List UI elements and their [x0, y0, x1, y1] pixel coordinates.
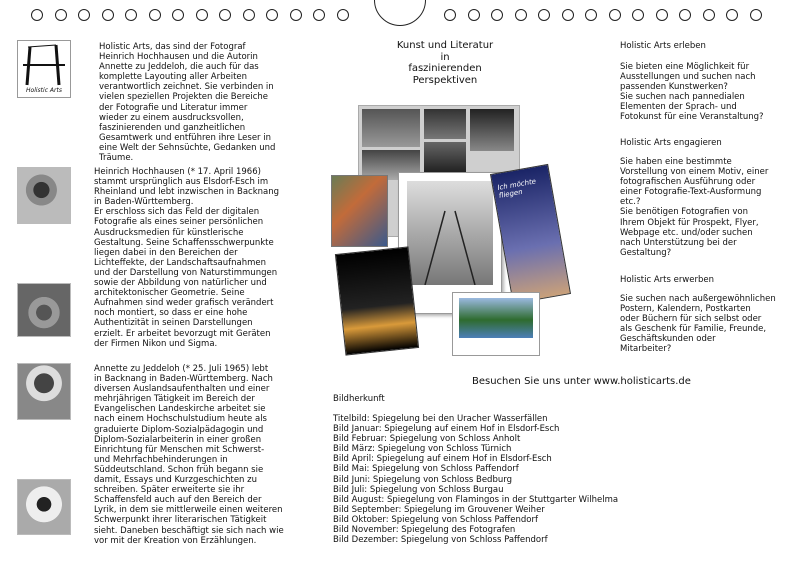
right-heading-engagieren: Holistic Arts engagieren: [620, 138, 722, 148]
binder-hole: [149, 9, 161, 21]
binder-hole: [656, 9, 668, 21]
binder-hole: [78, 9, 90, 21]
collage-photo-2: [424, 109, 466, 139]
intro-text: Holistic Arts, das sind der Fotograf Heinrich Hochhausen und die Autorin Annette zu Jeddeloh, die auch für das komplette Layouting aller Arbeiten verantwortlich zeichnet. Sie verbinden in vielen speziellen Projekten die Bereiche der Fotografie und Literatur immer wieder zu einem ausdrucksvollen, faszinierenden und ganzheitlichen Gesamtwerk und entführen ihre Leser in eine Welt der Sehnsüchte, Gedanken und Träume.: [99, 42, 276, 164]
photo-reflection-2: [17, 479, 71, 535]
book-sunset: [335, 246, 419, 355]
binder-hole: [337, 9, 349, 21]
binder-hole: [243, 9, 255, 21]
website-line: Besuchen Sie uns unter www.holisticarts.de: [472, 376, 691, 387]
holistic-arts-logo: [17, 40, 71, 98]
binder-hole: [196, 9, 208, 21]
center-title: Kunst und Literatur in faszinierenden Perspektiven: [396, 40, 494, 86]
credits-list: Titelbild: Spiegelung bei den Uracher Wasserfällen Bild Januar: Spiegelung auf einem Hof in Elsdorf-Esch Bild Februar: Spiegelung von Schloss Anholt Bild März: Spiegelung von Schloss Türnich Bild April: Spiegelung auf einem Hof in Elsdorf-Esch Bild Mai: Spiegelung von Schloss Paffendorf Bild Juni: Spiegelung von Schloss Bedburg Bild Juli: Spiegelung von Schloss Burgau Bild August: Spiegelung von Flamingos in der Stuttgarter Wilhelma Bild September: Spiegelung im Grouvener Weiher Bild Oktober: Spiegelung von Schloss Paffendorf Bild November: Spiegelung des Fotografen Bild Dezember: Spiegelung von Schloss Paffendorf: [333, 414, 619, 546]
credits-heading: Bildherkunft: [333, 394, 385, 404]
binder-holes: [0, 0, 800, 28]
collage-photo-5: [424, 142, 466, 172]
binder-hole: [562, 9, 574, 21]
binder-hole: [55, 9, 67, 21]
bio-annette: Annette zu Jeddeloh (* 25. Juli 1965) lebt in Backnang in Baden-Württemberg. Nach diversen Auslandsaufenthalten und einer mehrjährigen Tätigkeit im Bereich der Evangelischen Landeskirche arbeitet sie nach einem Hochschulstudium heute als graduierte Diplom-Sozialpädagogin und Diplom-Sozialarbeiterin in einer großen Einrichtung für Menschen mit Schwerst- und Mehrfachbehinderungen in Süddeutschland. Schon früh begann sie damit, Essays und Kurzgeschichten zu schreiben. Später erweiterte sie ihr Schaffensfeld auch auf den Bereich der Lyrik, in dem sie mittlerweile einen weiteren Schwerpunkt ihrer literarischen Tätigkeit sieht. Daneben beschäftigt sie sich nach wie vor mit der Kreation von Erzählungen.: [94, 364, 284, 546]
binder-hole: [444, 9, 456, 21]
collage-photo-3: [470, 109, 514, 151]
right-text-erwerben: Sie suchen nach außergewöhnlichen Postern, Kalendern, Postkarten oder Büchern für sich selbst oder als Geschenk für Familie, Freunde, Geschäftskunden oder Mitarbeiter?: [620, 294, 776, 355]
binder-hole: [515, 9, 527, 21]
binder-hole: [219, 9, 231, 21]
collage-photo-1: [362, 109, 420, 147]
photo-reflection-1: [17, 283, 71, 337]
hanger-notch: [374, 0, 426, 26]
binder-hole: [750, 9, 762, 21]
binder-hole: [468, 9, 480, 21]
book-landscape: [452, 292, 540, 356]
binder-hole: [491, 9, 503, 21]
binder-hole: [538, 9, 550, 21]
binder-hole: [125, 9, 137, 21]
right-text-engagieren: Sie haben eine bestimmte Vorstellung von einem Motiv, einer fotografischen Ausführung oder einer Fotografie-Text-Ausformung etc.? Sie benötigen Fotografien von Ihrem Objekt für Prospekt, Flyer, Webpage etc. und/oder suchen nach Unterstützung bei der Gestaltung?: [620, 157, 769, 258]
binder-hole: [632, 9, 644, 21]
book-flying-title: Ich möchte fliegen: [496, 177, 537, 200]
binder-hole: [172, 9, 184, 21]
binder-hole: [290, 9, 302, 21]
bio-heinrich: Heinrich Hochhausen (* 17. April 1966) stammt ursprünglich aus Elsdorf-Esch im Rheinland und lebt inzwischen in Backnang in Baden-Württemberg. Er erschloss sich das Feld der digitalen Fotografie als eines seiner persönlichen Ausdrucksmedien für künstlerische Gestaltung. Seine Schaffensschwerpunkte liegen dabei in den Bereichen der Lichteffekte, der Landschaftsaufnahmen und der Darstellung von Naturstimmungen sowie der Abbildung von natürlicher und architektonischer Geometrie. Seine Aufnahmen sind weder grafisch verändert noch montiert, so dass er eine hohe Authentizität in seinen Darstellungen erzielt. Er arbeitet bevorzugt mit Geräten der Firmen Nikon und Sigma.: [94, 167, 280, 349]
binder-hole: [703, 9, 715, 21]
binder-hole: [585, 9, 597, 21]
logo-text: Holistic Arts: [26, 87, 62, 94]
binder-hole: [266, 9, 278, 21]
binder-hole: [102, 9, 114, 21]
photo-annette: [17, 363, 71, 420]
calendar-thumbnails: [331, 175, 388, 247]
right-text-erleben: Sie bieten eine Möglichkeit für Ausstellungen und suchen nach passenden Kunstwerken? Sie suchen nach pannedialen Elementen der Sprach- und Fotokunst für eine Veranstaltung?: [620, 62, 764, 123]
right-heading-erwerben: Holistic Arts erwerben: [620, 275, 714, 285]
book-flying: [490, 164, 571, 304]
binder-hole: [31, 9, 43, 21]
binder-hole: [609, 9, 621, 21]
right-heading-erleben: Holistic Arts erleben: [620, 41, 706, 51]
binder-hole: [679, 9, 691, 21]
photo-heinrich: [17, 167, 71, 224]
binder-hole: [313, 9, 325, 21]
binder-hole: [726, 9, 738, 21]
